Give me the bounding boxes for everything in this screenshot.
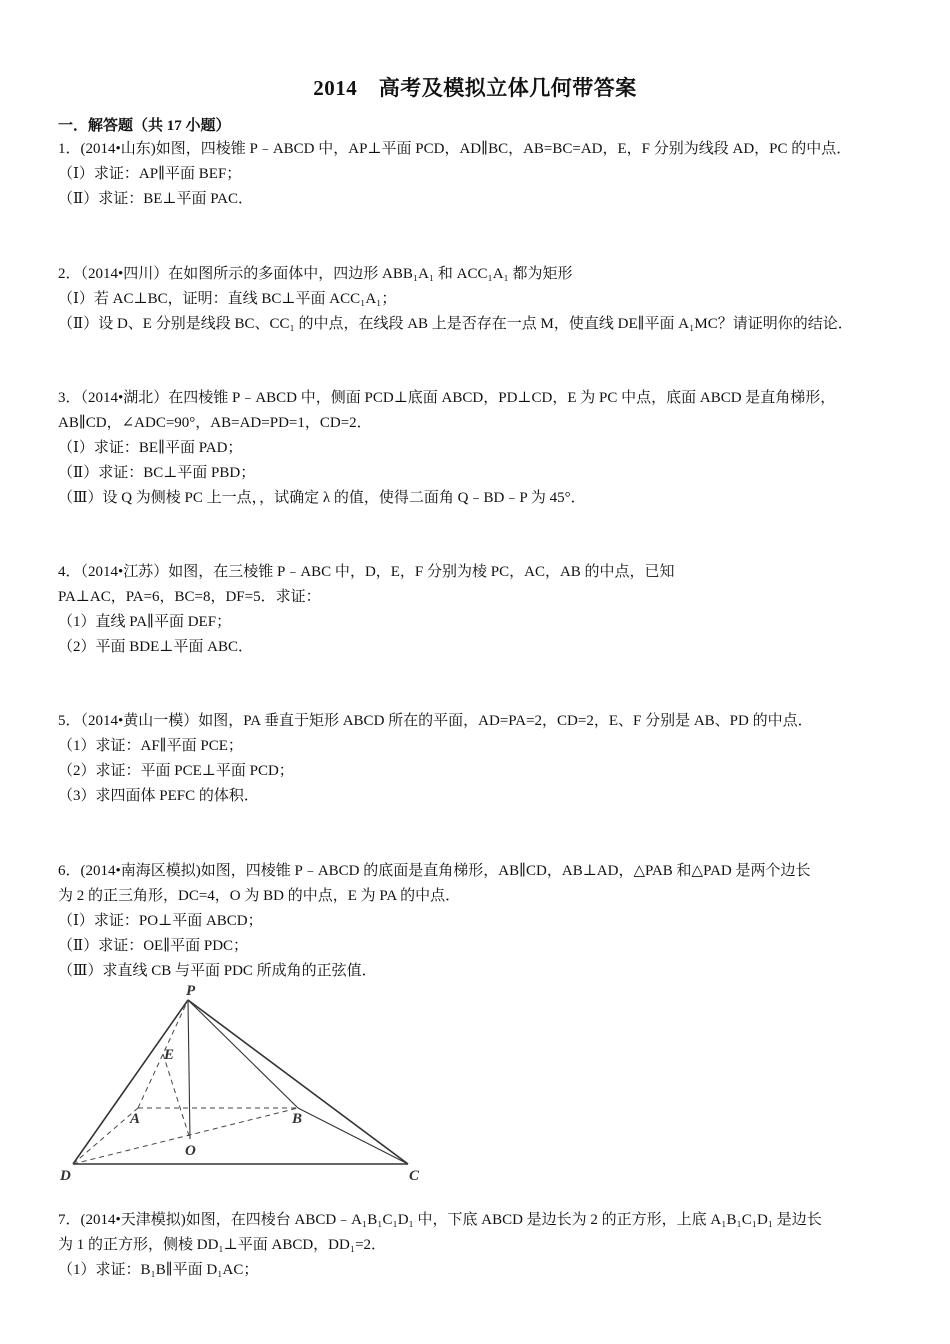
problem-7-line-1: 7．(2014•天津模拟)如图，在四棱台 ABCD﹣A₁B₁C₁D₁ 中，下底 ABCD 是边长为 2 的正方形，上底 A₁B₁C₁D₁ 是边长 [58,1212,822,1228]
problem-2-line-1: 2．（2014•四川）在如图所示的多面体中，四边形 ABB₁A₁ 和 ACC₁A₁ 都为矩形 [58,266,573,282]
problem-3-line-1: 3．（2014•湖北）在四棱锥 P﹣ABCD 中，侧面 PCD⊥底面 ABCD，PD⊥CD，E 为 PC 中点，底面 ABCD 是直角梯形， [58,390,836,406]
edge-pc [188,1000,408,1164]
problem-5-line-2: （1）求证：AF∥平面 PCE； [58,738,243,754]
problem-5-line-4: （3）求四面体 PEFC 的体积． [58,788,259,804]
label-a: A [130,1111,141,1127]
problem-5-line-1: 5．（2014•黄山一模）如图，PA 垂直于矩形 ABCD 所在的平面，AD=PA=2，CD=2，E、F 分别是 AB、PD 的中点． [58,713,813,729]
problem-4-line-2: PA⊥AC，PA=6，BC=8，DF=5．求证： [58,589,321,605]
edge-bc [298,1108,408,1164]
label-b: B [292,1111,303,1127]
problem-3-line-5: （Ⅲ）设 Q 为侧棱 PC 上一点，，试确定 λ 的值，使得二面角 Q﹣BD﹣P 为 45°． [58,490,586,506]
page-title: 2014 高考及模拟立体几何带答案 [313,76,637,100]
problem-1-line-1: 1．(2014•山东)如图，四棱锥 P﹣ABCD 中，AP⊥平面 PCD，AD∥BC，AB=BC=AD，E，F 分别为线段 AD，PC 的中点． [58,141,852,157]
problem-7-line-2: 为 1 的正方形，侧棱 DD₁⊥平面 ABCD，DD₁=2． [58,1237,387,1253]
pyramid-diagram [58,982,428,1187]
label-d: D [60,1168,71,1184]
problem-2-line-3: （Ⅱ）设 D、E 分别是线段 BC、CC₁ 的中点，在线段 AB 上是否存在一点 M，使直线 DE∥平面 A₁MC？请证明你的结论． [58,316,853,332]
label-c: C [409,1168,420,1184]
line-eo [163,1054,190,1139]
label-e: E [164,1047,175,1063]
problem-4-line-4: （2）平面 BDE⊥平面 ABC． [58,639,253,655]
problem-6-line-4: （Ⅱ）求证：OE∥平面 PDC； [58,938,249,954]
label-p: P [186,983,196,999]
problem-6-line-1: 6．(2014•南海区模拟)如图，四棱锥 P﹣ABCD 的底面是直角梯形，AB∥CD，AB⊥AD，△PAB 和△PAD 是两个边长 [58,863,811,879]
problem-6-line-2: 为 2 的正三角形，DC=4，O 为 BD 的中点，E 为 PA 的中点． [58,888,461,904]
problem-1-line-2: （Ⅰ）求证：AP∥平面 BEF； [58,166,242,182]
section-heading: 一．解答题（共 17 小题） [58,118,231,134]
line-po [188,1000,190,1139]
problem-7-line-3: （1）求证：B₁B∥平面 D₁AC； [58,1262,259,1278]
problem-5-line-3: （2）求证：平面 PCE⊥平面 PCD； [58,763,294,779]
problem-3-line-4: （Ⅱ）求证：BC⊥平面 PBD； [58,465,256,481]
label-o: O [185,1143,196,1159]
problem-6-line-5: （Ⅲ）求直线 CB 与平面 PDC 所成角的正弦值． [58,963,377,979]
problem-3-line-2: AB∥CD，∠ADC=90°，AB=AD=PD=1，CD=2． [58,415,372,431]
problem-4-line-3: （1）直线 PA∥平面 DEF； [58,614,232,630]
problem-1-line-3: （Ⅱ）求证：BE⊥平面 PAC． [58,191,254,207]
problem-2-line-2: （Ⅰ）若 AC⊥BC，证明：直线 BC⊥平面 ACC₁A₁； [58,291,397,307]
pyramid-figure [58,982,428,1187]
edge-pb [188,1000,298,1108]
problem-6-line-3: （Ⅰ）求证：PO⊥平面 ABCD； [58,913,263,929]
problem-4-line-1: 4．（2014•江苏）如图，在三棱锥 P﹣ABC 中，D，E，F 分别为棱 PC，AC，AB 的中点，已知 [58,564,675,580]
problem-3-line-3: （Ⅰ）求证：BE∥平面 PAD； [58,440,243,456]
